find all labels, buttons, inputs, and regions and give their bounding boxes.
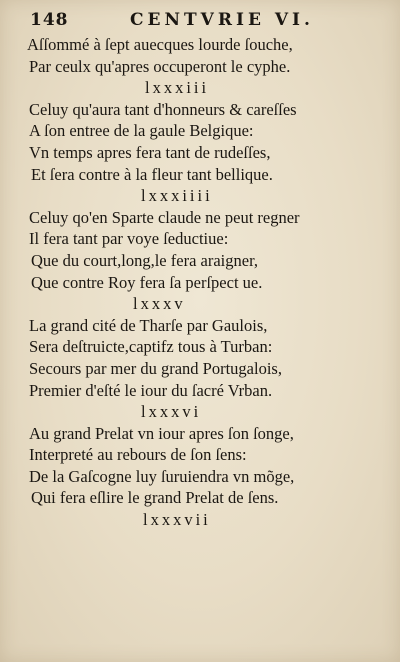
- verse-line: Interpreté au rebours de ſon ſens:: [29, 445, 247, 465]
- verse-line: Que contre Roy fera ſa perſpect ue.: [31, 272, 263, 292]
- page-header: [30, 10, 370, 32]
- quatrain-number: lxxxiiii: [141, 186, 213, 206]
- verse-line: La grand cité de Tharſe par Gaulois,: [29, 315, 268, 335]
- quatrain-number: lxxxiii: [145, 78, 210, 98]
- running-title: CENTVRIE VI.: [130, 10, 314, 30]
- page-number: 148: [30, 10, 69, 30]
- verse-line: Il fera tant par voye ſeductiue:: [29, 229, 229, 249]
- verse-line: Et ſera contre à la fleur tant bellique.: [31, 164, 273, 184]
- verse-line: Secours par mer du grand Portugalois,: [29, 358, 282, 378]
- verse-line: Premier d'eſté le iour du ſacré Vrban.: [29, 380, 273, 400]
- quatrain-number: lxxxv: [133, 294, 186, 314]
- verse-line: Aſſommé à ſept auecques lourde ſouche,: [27, 35, 293, 54]
- verse-line: Par ceulx qu'apres occuperont le cyphe.: [29, 56, 291, 76]
- verse-line: Qui fera eſlire le grand Prelat de ſens.: [31, 488, 279, 508]
- verse-line: Celuy qu'aura tant d'honneurs & careſſes: [29, 99, 297, 119]
- quatrain-text: [27, 34, 387, 531]
- verse-line: Vn temps apres fera tant de rudeſſes,: [29, 142, 271, 162]
- verse-line: De la Gaſcogne luy ſuruiendra vn mõge,: [29, 466, 295, 486]
- verse-line: Que du court,long,le fera araigner,: [31, 250, 259, 270]
- verse-line: A ſon entree de la gaule Belgique:: [29, 121, 254, 141]
- quatrain-number: lxxxvi: [141, 402, 202, 422]
- verse-line: Au grand Prelat vn iour apres ſon ſonge,: [29, 423, 294, 443]
- verse-line: Celuy qo'en Sparte claude ne peut regner: [29, 207, 300, 227]
- quatrain-number: lxxxvii: [143, 510, 211, 530]
- verse-line: Sera deſtruicte,captifz tous à Turban:: [29, 337, 273, 357]
